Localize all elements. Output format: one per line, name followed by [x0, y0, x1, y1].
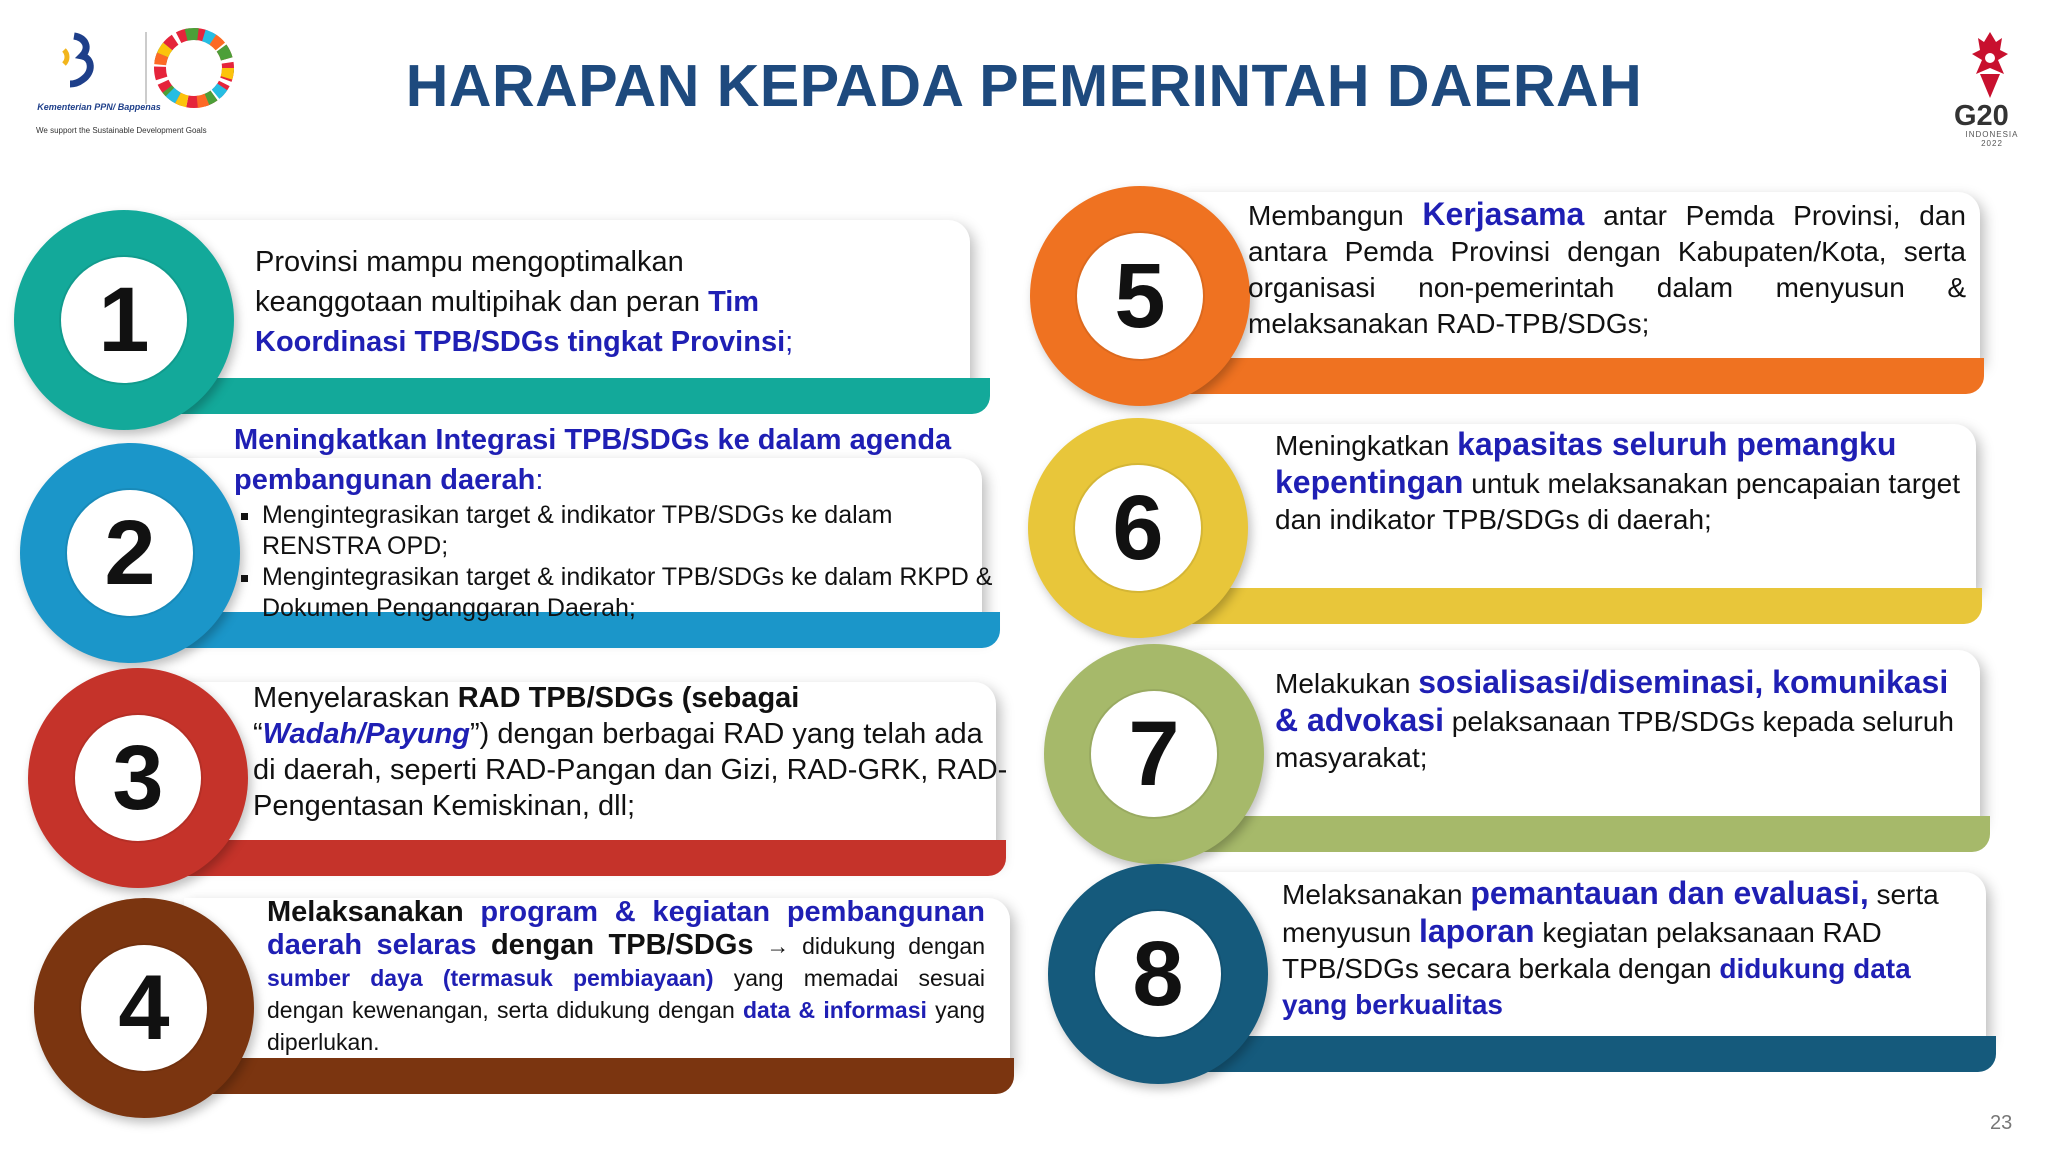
- item-text: Meningkatkan kapasitas seluruh pemangku kepentingan untuk melaksanakan pencapaian target dan indikator TPB/SDGs di daerah;: [1275, 426, 1961, 535]
- g20-label: G20: [1954, 100, 2009, 132]
- number-badge: [67, 490, 193, 616]
- bullet-item: ▪ Mengintegrasikan target & indikator TPB/SDGs ke dalam RKPD & Dokumen Penganggaran Daerah;: [262, 562, 994, 624]
- item-text: Provinsi mampu mengoptimalkan keanggotaan multipihak dan peran Tim Koordinasi TPB/SDGs tingkat Provinsi;: [255, 246, 794, 358]
- item-number: 3: [112, 727, 164, 829]
- bullet-item: ▪ Mengintegrasikan target & indikator TPB/SDGs ke dalam RENSTRA OPD;: [262, 500, 994, 562]
- item-text: Menyelaraskan RAD TPB/SDGs (sebagai “Wadah/Payung”) dengan berbagai RAD yang telah ada di daerah, seperti RAD-Pangan dan Gizi, RAD-GRK, RAD-Pengentasan Kemiskinan, dll;: [253, 682, 1008, 822]
- number-badge: [1091, 691, 1217, 817]
- item-color-band: [1190, 816, 1990, 852]
- page-number: 23: [1990, 1112, 2013, 1134]
- item-text: Membangun Kerjasama antar Pemda Provinsi, dan antara Pemda Provinsi dengan Kabupaten/Kota, serta organisasi non-pemerintah dalam menyusun & melaksanakan RAD-TPB/SDGs;: [1248, 196, 1966, 339]
- item-number: 5: [1114, 245, 1166, 347]
- item-text: Melaksanakan pemantauan dan evaluasi, serta menyusun laporan kegiatan pelaksanaan RAD TPB/SDGs secara berkala dengan didukung data yang berkualitas: [1282, 875, 1939, 1020]
- item-text: Melakukan sosialisasi/diseminasi, komunikasi & advokasi pelaksanaan TPB/SDGs kepada seluruh masyarakat;: [1275, 664, 1954, 773]
- item-number: 7: [1128, 703, 1180, 805]
- item-color-band: [1176, 588, 1982, 624]
- number-badge: [75, 715, 201, 841]
- g20-logo: [1950, 30, 2030, 150]
- item-color-band: [170, 378, 990, 414]
- item-bullets: [234, 500, 994, 624]
- number-ring: [28, 668, 248, 888]
- bappenas-org-label: Kementerian PPN/ Bappenas: [37, 102, 161, 112]
- item-number: 6: [1112, 477, 1164, 579]
- number-ring: [20, 443, 240, 663]
- g20-sublabel: INDONESIA 2022: [1965, 130, 2019, 148]
- number-ring: [1044, 644, 1264, 864]
- number-badge: [61, 257, 187, 383]
- item-number: 1: [98, 269, 150, 371]
- item-number: 2: [104, 502, 156, 604]
- g20-emblem-icon: [1950, 30, 2030, 102]
- item-text: [234, 420, 994, 624]
- number-ring: [1048, 864, 1268, 1084]
- item-color-band: [1196, 1036, 1996, 1072]
- number-badge: [1075, 465, 1201, 591]
- item-number: 4: [118, 957, 170, 1059]
- number-ring: [14, 210, 234, 430]
- number-badge: [1095, 911, 1221, 1037]
- number-ring: [34, 898, 254, 1118]
- number-badge: [1077, 233, 1203, 359]
- item-color-band: [1180, 358, 1984, 394]
- number-badge: [81, 945, 207, 1071]
- number-ring: [1028, 418, 1248, 638]
- item-color-band: [184, 1058, 1014, 1094]
- item-heading: Meningkatkan Integrasi TPB/SDGs ke dalam agenda pembangunan daerah:: [234, 424, 952, 496]
- item-text: Melaksanakan program & kegiatan pembangunan daerah selaras dengan TPB/SDGs → didukung dengan sumber daya (termasuk pembiayaan) yang memadai sesuai dengan kewenangan, serta didukung dengan data & informasi yang diperlukan.: [267, 896, 985, 1055]
- page-title: HARAPAN KEPADA PEMERINTAH DAERAH: [405, 53, 1643, 119]
- sdg-tagline: We support the Sustainable Development Goals: [36, 126, 207, 135]
- item-number: 8: [1132, 923, 1184, 1025]
- item-color-band: [176, 840, 1006, 876]
- number-ring: [1030, 186, 1250, 406]
